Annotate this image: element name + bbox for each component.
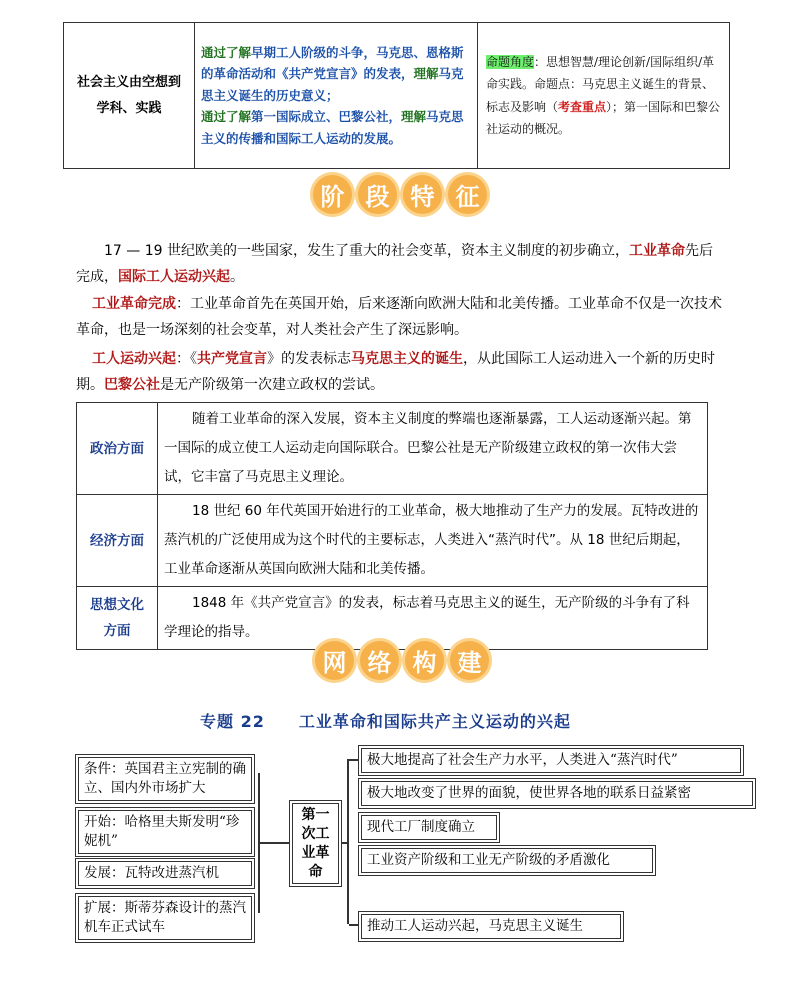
map-connector — [349, 759, 359, 761]
map-right-1: 极大地提高了社会生产力水平，人类进入“蒸汽时代” — [361, 748, 741, 773]
network-banner — [315, 641, 489, 680]
stage-features-banner — [313, 175, 487, 214]
map-left-condition: 条件：英国君主立宪制的确立、国内外市场扩大 — [78, 757, 252, 801]
intro-paragraph-2: 工业革命完成：工业革命首先在英国开始，后来逐渐向欧洲大陆和北美传播。工业革命不仅是一次技术革命，也是一场深刻的社会变革，对人类社会产生了深远影响。 — [76, 296, 722, 338]
topic-cell: 社会主义由空想到学科、实践 — [64, 23, 195, 169]
banner-char: 征 — [448, 175, 487, 214]
req-1c: 理解 — [413, 66, 439, 82]
map-connector — [347, 759, 349, 924]
req-2d: 马克思主义的传播和国际工人运动的发展。 — [201, 109, 464, 146]
req-1b: 早期工人阶级的斗争，马克思、恩格斯的革命活动和《共产党宣言》的发表， — [201, 44, 464, 82]
aspect-label: 政治方面 — [77, 403, 158, 495]
map-right-5: 推动工人运动兴起，马克思主义诞生 — [361, 914, 621, 939]
map-title: 专题 22 工业革命和国际共产主义运动的兴起 — [200, 712, 571, 731]
map-connector — [349, 924, 359, 926]
angle-label: 命题角度 — [486, 54, 535, 69]
map-left-expansion: 扩展：斯蒂芬森设计的蒸汽机车正式试车 — [78, 896, 252, 940]
map-right-2: 极大地改变了世界的面貌，使世界各地的联系日益紧密 — [361, 781, 753, 806]
banner-char: 网 — [315, 641, 354, 680]
banner-char: 构 — [405, 641, 444, 680]
banner-char: 阶 — [313, 175, 352, 214]
req-2b: 第一国际成立、巴黎公社， — [251, 109, 402, 125]
req-1a: 通过了解 — [201, 44, 252, 60]
req-2c: 理解 — [401, 109, 427, 125]
map-left-start: 开始：哈格里夫斯发明“珍妮机” — [78, 810, 252, 854]
angle-key: 考查重点 — [558, 99, 607, 114]
map-connector — [258, 842, 290, 844]
aspect-label: 思想文化方面 — [77, 587, 158, 650]
map-left-development: 发展：瓦特改进蒸汽机 — [78, 861, 252, 886]
map-center-node: 第一次工业革命 — [292, 803, 339, 884]
req-1d: 马克思主义诞生的历史意义； — [201, 66, 464, 103]
intro-paragraph-3: 工人运动兴起：《共产党宣言》的发表标志马克思主义的诞生，从此国际工人运动进入一个新的历史时期。巴黎公社是无产阶级第一次建立政权的尝试。 — [76, 351, 715, 393]
angle-tail: ）；第一国际和巴黎公社运动的概况。 — [486, 99, 721, 136]
banner-char: 建 — [450, 641, 489, 680]
aspect-text: 随着工业革命的深入发展，资本主义制度的弊端也逐渐暴露，工人运动逐渐兴起。第一国际的成立使工人运动走向国际联合。巴黎公社是无产阶级建立政权的第一次伟大尝试，它丰富了马克思主义理论。 — [158, 403, 708, 495]
req-2a: 通过了解 — [201, 109, 252, 125]
aspects-table — [76, 402, 708, 650]
banner-char: 特 — [403, 175, 442, 214]
banner-char: 段 — [358, 175, 397, 214]
aspect-text: 1848 年《共产党宣言》的发表，标志着马克思主义的诞生，无产阶级的斗争有了科学理论的指导。 — [158, 587, 708, 650]
aspect-label: 经济方面 — [77, 495, 158, 587]
angle-cell — [478, 23, 730, 169]
aspect-text: 18 世纪 60 年代英国开始进行的工业革命，极大地推动了生产力的发展。瓦特改进的蒸汽机的广泛使用成为这个时代的主要标志，人类进入“蒸汽时代”。从 18 世纪后期起，工业革命逐渐从英国向欧洲大陆和北美传播。 — [158, 495, 708, 587]
banner-char: 络 — [360, 641, 399, 680]
intro-paragraph-1: 17 — 19 世纪欧美的一些国家，发生了重大的社会变革，资本主义制度的初步确立，工业革命先后完成，国际工人运动兴起。 — [76, 243, 713, 285]
requirements-cell — [195, 23, 478, 169]
map-right-4: 工业资产阶级和工业无产阶级的矛盾激化 — [361, 848, 653, 873]
map-right-3: 现代工厂制度确立 — [361, 815, 497, 840]
curriculum-table — [63, 22, 730, 169]
angle-text: ：思想智慧/理论创新/国际组织/革命实践。命题点：马克思主义诞生的背景、标志及影响（ — [486, 54, 715, 114]
